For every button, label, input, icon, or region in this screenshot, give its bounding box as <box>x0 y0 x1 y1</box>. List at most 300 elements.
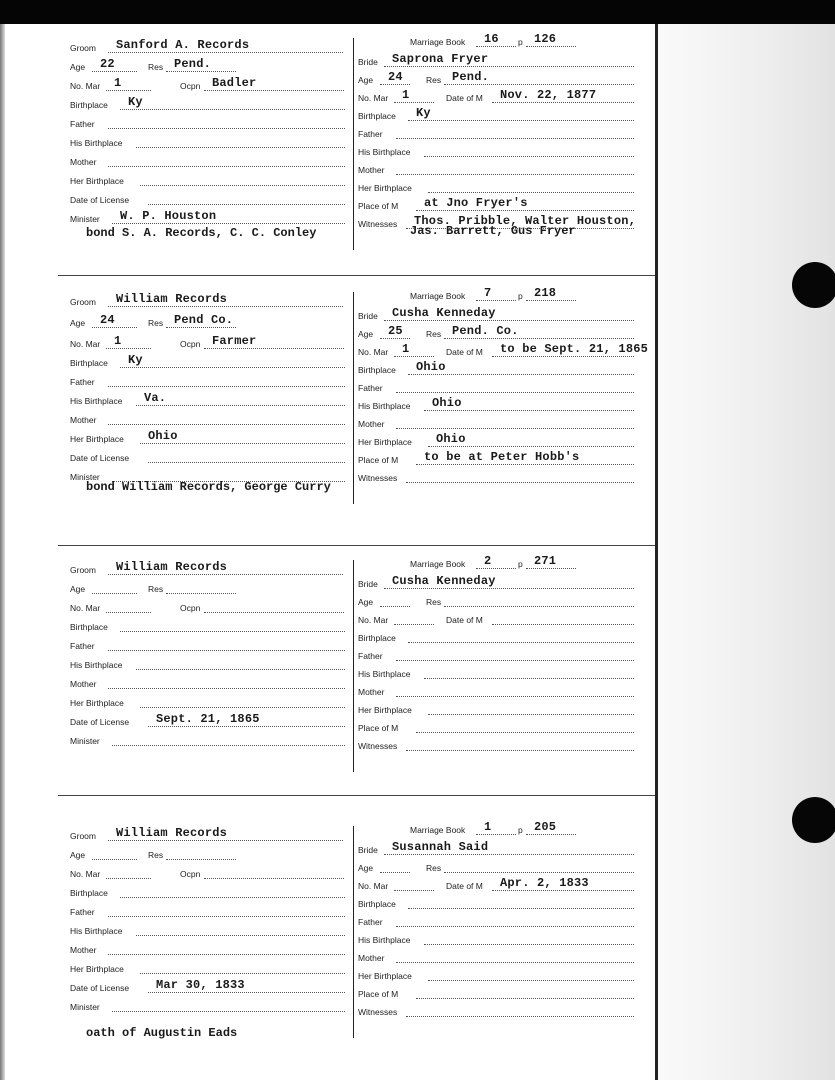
fill-line <box>92 71 137 72</box>
age-label: Age <box>70 318 86 328</box>
minister-label: Minister <box>70 736 100 746</box>
bond-note: bond William Records, George Curry <box>86 480 331 494</box>
fill-line <box>120 897 345 898</box>
date-of-m-value: Nov. 22, 1877 <box>500 88 597 102</box>
fill-line <box>204 612 344 613</box>
birthplace-label: Birthplace <box>358 899 396 909</box>
form-row <box>358 360 640 378</box>
scan-top-border <box>0 0 835 24</box>
fill-line <box>166 593 236 594</box>
his-birthplace-label: His Birthplace <box>358 147 411 157</box>
no-mar-label: No. Mar <box>70 81 101 91</box>
fill-line <box>120 109 345 110</box>
her-birthplace-label: Her Birthplace <box>358 705 412 715</box>
form-row <box>358 52 640 70</box>
groom-value: William Records <box>116 826 228 840</box>
birthplace-value: Ky <box>128 353 143 367</box>
place-of-m-value: to be at Peter Hobb's <box>424 450 580 464</box>
fill-line <box>394 356 434 357</box>
age-value: 22 <box>100 57 115 71</box>
groom-label: Groom <box>70 297 96 307</box>
form-row <box>358 450 640 468</box>
fill-line <box>428 446 634 447</box>
form-row <box>358 342 649 360</box>
witnesses-value: Thos. Pribble, Walter Houston, <box>414 214 637 228</box>
form-row <box>70 152 355 170</box>
date-of-license-label: Date of License <box>70 717 130 727</box>
father-label: Father <box>70 377 95 387</box>
scan-right-margin <box>658 24 835 1080</box>
date-of-license-value: Sept. 21, 1865 <box>156 712 260 726</box>
date-of-license-label: Date of License <box>70 983 130 993</box>
marriage-record-card <box>58 286 649 527</box>
fill-line <box>140 185 345 186</box>
no-mar-label: No. Mar <box>70 339 101 349</box>
bride-label: Bride <box>358 57 378 67</box>
her-birthplace-label: Her Birthplace <box>70 964 124 974</box>
fill-line <box>406 482 634 483</box>
fill-line <box>166 859 236 860</box>
form-row <box>70 171 355 189</box>
p-label: p <box>518 37 523 47</box>
fill-line <box>384 66 634 67</box>
date-of-license-value: Mar 30, 1833 <box>156 978 245 992</box>
fill-line <box>148 726 345 727</box>
fill-line <box>384 854 634 855</box>
form-row <box>358 396 640 414</box>
card-right-border <box>655 24 658 1080</box>
form-row <box>70 133 355 151</box>
form-row <box>70 57 355 75</box>
father-label: Father <box>70 119 95 129</box>
age-value: 24 <box>100 313 115 327</box>
mother-label: Mother <box>358 165 385 175</box>
fill-line <box>394 624 434 625</box>
bride-value: Susannah Said <box>392 840 489 854</box>
fill-line <box>108 424 345 425</box>
groom-value: William Records <box>116 292 228 306</box>
fill-line <box>106 612 151 613</box>
form-row <box>70 959 355 977</box>
res-value: Pend. <box>452 70 490 84</box>
form-row <box>358 124 640 142</box>
no-mar-value: 1 <box>402 88 410 102</box>
fill-line <box>424 678 634 679</box>
form-row <box>358 984 640 1002</box>
form-row <box>358 912 640 930</box>
her-birthplace-label: Her Birthplace <box>70 434 124 444</box>
fill-line <box>428 980 634 981</box>
fill-line <box>492 890 634 891</box>
form-row <box>70 845 355 863</box>
mother-label: Mother <box>70 415 97 425</box>
birthplace-value: Ohio <box>416 360 446 374</box>
fill-line <box>416 732 634 733</box>
fill-line <box>416 998 634 999</box>
p-label: p <box>518 559 523 569</box>
fill-line <box>148 462 345 463</box>
fill-line <box>476 46 516 47</box>
form-row <box>358 646 640 664</box>
date-of-m-label: Date of M <box>446 881 483 891</box>
form-row <box>70 114 355 132</box>
card-separator <box>58 275 655 276</box>
fill-line <box>140 973 345 974</box>
form-row <box>70 674 355 692</box>
father-label: Father <box>358 383 383 393</box>
fill-line <box>92 593 137 594</box>
groom-label: Groom <box>70 565 96 575</box>
fill-line <box>108 574 343 575</box>
date-of-m-label: Date of M <box>446 615 483 625</box>
age-label: Age <box>358 329 374 339</box>
form-row <box>358 432 640 450</box>
fill-line <box>396 696 634 697</box>
father-label: Father <box>358 917 383 927</box>
form-row <box>358 858 640 876</box>
her-birthplace-label: Her Birthplace <box>70 176 124 186</box>
fill-line <box>136 405 345 406</box>
form-row <box>358 820 640 838</box>
her-birthplace-label: Her Birthplace <box>70 698 124 708</box>
date-of-license-label: Date of License <box>70 453 130 463</box>
no-mar-label: No. Mar <box>70 869 101 879</box>
page-value: 271 <box>534 554 557 568</box>
fill-line <box>108 52 343 53</box>
fill-line <box>112 745 345 746</box>
form-row <box>358 324 640 342</box>
bride-value: Cusha Kenneday <box>392 306 496 320</box>
fill-line <box>108 128 345 129</box>
marriage-book-value: 1 <box>484 820 492 834</box>
form-row <box>358 32 640 50</box>
fill-line <box>92 859 137 860</box>
form-row <box>358 840 640 858</box>
res-value: Pend. Co. <box>452 324 519 338</box>
fill-line <box>444 84 634 85</box>
res-label: Res <box>148 584 164 594</box>
fill-line <box>380 872 410 873</box>
fill-line <box>394 890 434 891</box>
no-mar-value: 1 <box>114 334 122 348</box>
fill-line <box>108 916 345 917</box>
his-birthplace-label: His Birthplace <box>70 926 123 936</box>
mother-label: Mother <box>358 953 385 963</box>
form-row <box>358 930 640 948</box>
form-row <box>70 731 355 749</box>
fill-line <box>428 192 634 193</box>
fill-line <box>140 707 345 708</box>
groom-label: Groom <box>70 43 96 53</box>
res-label: Res <box>426 329 442 339</box>
form-row <box>70 353 355 371</box>
marriage-book-value: 16 <box>484 32 499 46</box>
form-row <box>358 554 640 572</box>
form-row <box>70 940 355 958</box>
form-row <box>70 209 355 227</box>
fill-line <box>148 204 345 205</box>
age-label: Age <box>70 62 86 72</box>
bride-label: Bride <box>358 845 378 855</box>
minister-label: Minister <box>70 472 100 482</box>
date-of-m-value: to be Sept. 21, 1865 <box>500 342 649 356</box>
place-of-m-value: at Jno Fryer's <box>424 196 528 210</box>
res-label: Res <box>148 62 164 72</box>
his-birthplace-label: His Birthplace <box>358 935 411 945</box>
form-row <box>70 921 355 939</box>
fill-line <box>396 660 634 661</box>
marriage-book-label: Marriage Book <box>410 559 466 569</box>
his-birthplace-label: His Birthplace <box>70 396 123 406</box>
age-value: 25 <box>388 324 403 338</box>
fill-line <box>476 834 516 835</box>
ocpn-label: Ocpn <box>180 339 201 349</box>
age-value: 24 <box>388 70 403 84</box>
fill-line <box>526 46 576 47</box>
form-row <box>358 106 640 124</box>
fill-line <box>444 338 634 339</box>
his-birthplace-value: Va. <box>144 391 167 405</box>
form-row <box>70 579 355 597</box>
witnesses-label: Witnesses <box>358 1007 398 1017</box>
fill-line <box>526 568 576 569</box>
fill-line <box>396 138 634 139</box>
mother-label: Mother <box>70 679 97 689</box>
fill-line <box>424 944 634 945</box>
form-row <box>358 876 640 894</box>
no-mar-label: No. Mar <box>358 881 389 891</box>
age-label: Age <box>358 597 374 607</box>
ocpn-value: Badler <box>212 76 257 90</box>
fill-line <box>408 642 634 643</box>
form-row <box>358 574 640 592</box>
fill-line <box>408 120 634 121</box>
form-row <box>70 95 355 113</box>
fill-line <box>108 954 345 955</box>
her-birthplace-label: Her Birthplace <box>358 437 412 447</box>
birthplace-label: Birthplace <box>70 622 108 632</box>
form-row <box>70 617 355 635</box>
res-label: Res <box>426 597 442 607</box>
fill-line <box>408 374 634 375</box>
date-of-license-label: Date of License <box>70 195 130 205</box>
fill-line <box>112 1011 345 1012</box>
groom-label: Groom <box>70 831 96 841</box>
form-row <box>358 610 640 628</box>
age-label: Age <box>70 584 86 594</box>
fill-line <box>380 338 410 339</box>
no-mar-label: No. Mar <box>70 603 101 613</box>
fill-line <box>406 750 634 751</box>
form-row <box>358 196 640 214</box>
res-label: Res <box>148 318 164 328</box>
father-label: Father <box>358 651 383 661</box>
form-row <box>358 160 640 178</box>
her-birthplace-label: Her Birthplace <box>358 183 412 193</box>
mother-label: Mother <box>358 419 385 429</box>
fill-line <box>140 443 345 444</box>
fill-line <box>394 102 434 103</box>
her-birthplace-value: Ohio <box>436 432 466 446</box>
form-row <box>358 592 640 610</box>
fill-line <box>444 606 634 607</box>
ocpn-value: Farmer <box>212 334 257 348</box>
fill-line <box>108 166 345 167</box>
fill-line <box>166 71 236 72</box>
form-row <box>358 70 640 88</box>
res-label: Res <box>148 850 164 860</box>
form-row <box>70 391 355 409</box>
fill-line <box>204 348 344 349</box>
place-of-m-label: Place of M <box>358 201 399 211</box>
witnesses-label: Witnesses <box>358 473 398 483</box>
his-birthplace-label: His Birthplace <box>358 401 411 411</box>
age-label: Age <box>70 850 86 860</box>
fill-line <box>396 392 634 393</box>
form-row <box>358 142 640 160</box>
fill-line <box>396 428 634 429</box>
fill-line <box>396 174 634 175</box>
form-row <box>70 560 355 578</box>
form-row <box>70 292 355 310</box>
date-of-m-label: Date of M <box>446 93 483 103</box>
birthplace-label: Birthplace <box>70 358 108 368</box>
bride-label: Bride <box>358 311 378 321</box>
fill-line <box>492 102 634 103</box>
fill-line <box>120 631 345 632</box>
her-birthplace-value: Ohio <box>148 429 178 443</box>
his-birthplace-label: His Birthplace <box>358 669 411 679</box>
date-of-m-label: Date of M <box>446 347 483 357</box>
fill-line <box>444 872 634 873</box>
fill-line <box>106 90 151 91</box>
fill-line <box>108 386 345 387</box>
bond-note: oath of Augustin Eads <box>86 1026 238 1040</box>
birthplace-value: Ky <box>128 95 143 109</box>
form-row <box>70 864 355 882</box>
form-row <box>70 313 355 331</box>
fill-line <box>396 962 634 963</box>
form-row <box>70 997 355 1015</box>
fill-line <box>136 147 345 148</box>
fill-line <box>424 156 634 157</box>
birthplace-label: Birthplace <box>358 365 396 375</box>
fill-line <box>476 300 516 301</box>
form-row <box>358 286 640 304</box>
minister-label: Minister <box>70 1002 100 1012</box>
her-birthplace-label: Her Birthplace <box>358 971 412 981</box>
ocpn-label: Ocpn <box>180 81 201 91</box>
no-mar-value: 1 <box>114 76 122 90</box>
fill-line <box>106 878 151 879</box>
marriage-book-label: Marriage Book <box>410 825 466 835</box>
form-row <box>70 636 355 654</box>
bride-label: Bride <box>358 579 378 589</box>
groom-value: William Records <box>116 560 228 574</box>
fill-line <box>120 367 345 368</box>
no-mar-label: No. Mar <box>358 93 389 103</box>
form-row <box>358 88 640 106</box>
his-birthplace-value: Ohio <box>432 396 462 410</box>
form-row <box>358 682 640 700</box>
fill-line <box>526 834 576 835</box>
fill-line <box>108 650 345 651</box>
form-row <box>70 76 355 94</box>
page-value: 205 <box>534 820 557 834</box>
fill-line <box>380 606 410 607</box>
bride-value: Cusha Kenneday <box>392 574 496 588</box>
fill-line <box>428 714 634 715</box>
fill-line <box>108 840 343 841</box>
birthplace-label: Birthplace <box>358 111 396 121</box>
no-mar-value: 1 <box>402 342 410 356</box>
form-row <box>70 410 355 428</box>
fill-line <box>380 84 410 85</box>
fill-line <box>148 992 345 993</box>
punch-hole-top <box>792 262 835 308</box>
fill-line <box>166 327 236 328</box>
place-of-m-label: Place of M <box>358 989 399 999</box>
mother-label: Mother <box>70 945 97 955</box>
marriage-book-value: 2 <box>484 554 492 568</box>
ocpn-label: Ocpn <box>180 869 201 879</box>
marriage-record-card <box>58 554 648 795</box>
fill-line <box>396 926 634 927</box>
groom-value: Sanford A. Records <box>116 38 250 52</box>
card-separator <box>58 545 655 546</box>
form-row <box>358 718 640 736</box>
mother-label: Mother <box>70 157 97 167</box>
form-row <box>358 378 640 396</box>
card-separator <box>58 795 655 796</box>
form-row <box>70 655 355 673</box>
form-row <box>70 190 355 208</box>
form-row <box>358 894 640 912</box>
fill-line <box>204 90 344 91</box>
fill-line <box>424 410 634 411</box>
fill-line <box>492 624 634 625</box>
fill-line <box>106 348 151 349</box>
fill-line <box>476 568 516 569</box>
fill-line <box>108 688 345 689</box>
age-label: Age <box>358 863 374 873</box>
birthplace-label: Birthplace <box>70 888 108 898</box>
fill-line <box>416 464 634 465</box>
father-label: Father <box>70 907 95 917</box>
fill-line <box>204 878 344 879</box>
place-of-m-label: Place of M <box>358 455 399 465</box>
no-mar-label: No. Mar <box>358 347 389 357</box>
no-mar-label: No. Mar <box>358 615 389 625</box>
form-row <box>358 628 640 646</box>
p-label: p <box>518 825 523 835</box>
page-value: 218 <box>534 286 557 300</box>
fill-line <box>416 210 634 211</box>
res-label: Res <box>426 75 442 85</box>
his-birthplace-label: His Birthplace <box>70 138 123 148</box>
form-row <box>358 664 640 682</box>
form-row <box>70 429 355 447</box>
marriage-book-label: Marriage Book <box>410 37 466 47</box>
form-row <box>358 306 640 324</box>
res-label: Res <box>426 863 442 873</box>
form-row <box>70 598 355 616</box>
form-row <box>70 883 355 901</box>
res-value: Pend. <box>174 57 212 71</box>
age-label: Age <box>358 75 374 85</box>
fill-line <box>492 356 634 357</box>
form-row <box>358 414 640 432</box>
